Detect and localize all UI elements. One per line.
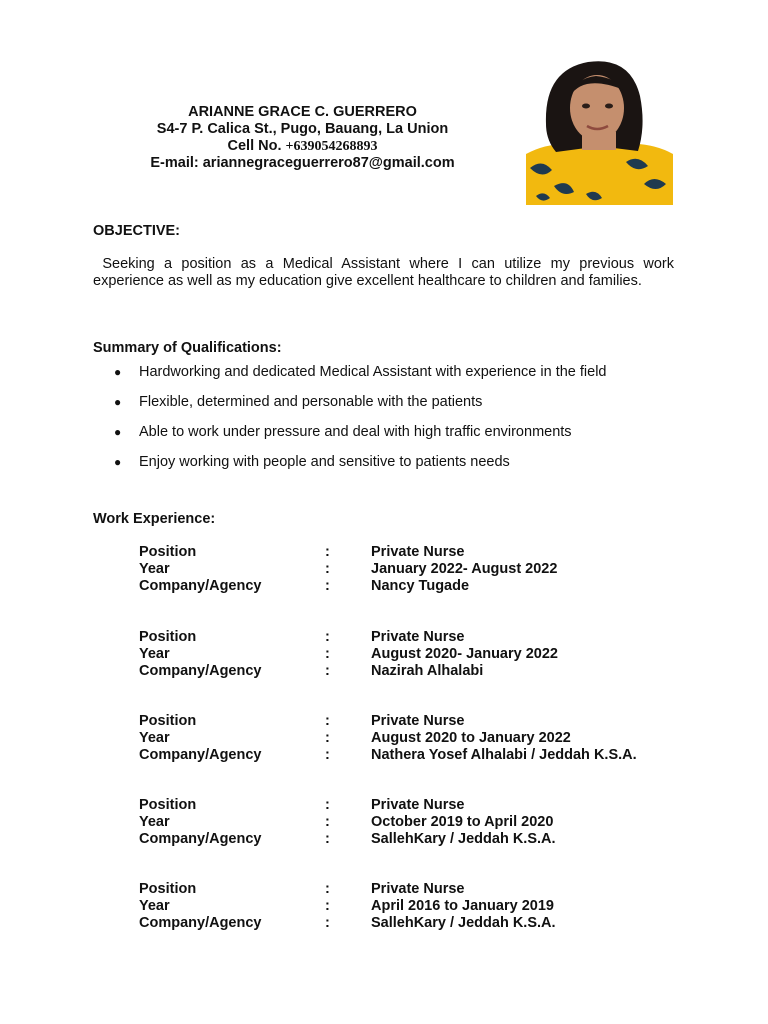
job-position-label: Position [139,881,197,897]
job-position-colon: : [325,713,330,729]
job-year-row [139,730,719,747]
job-company-row [139,747,719,764]
job-position-row [139,629,719,646]
job-company-colon: : [325,915,330,931]
job-company-label: Company/Agency [139,663,262,679]
bullet-icon: ● [114,455,122,469]
applicant-name: ARIANNE GRACE C. GUERRERO [188,104,417,120]
job-year-value: October 2019 to April 2020 [371,814,554,830]
job-year-label: Year [139,561,170,577]
job-position-label: Position [139,797,197,813]
job-position-colon: : [325,544,330,560]
job-year-row [139,814,719,831]
qualifications-list [93,364,693,484]
job-position-row [139,881,719,898]
job-entry [139,629,719,680]
job-company-row [139,578,719,595]
job-year-label: Year [139,646,170,662]
applicant-address: S4-7 P. Calica St., Pugo, Bauang, La Union [156,121,449,137]
applicant-cell [130,138,475,155]
job-year-colon: : [325,561,330,577]
job-year-colon: : [325,814,330,830]
cell-number: +639054268893 [285,139,378,154]
job-position-value: Private Nurse [371,797,465,813]
job-position-row [139,713,719,730]
job-company-label: Company/Agency [139,747,262,763]
job-company-colon: : [325,578,330,594]
job-year-value: April 2016 to January 2019 [371,898,554,914]
job-year-colon: : [325,898,330,914]
job-position-value: Private Nurse [371,713,465,729]
bullet-icon: ● [114,425,122,439]
job-position-colon: : [325,881,330,897]
job-company-row [139,915,719,932]
job-position-colon: : [325,797,330,813]
job-position-value: Private Nurse [371,544,465,560]
job-year-label: Year [139,814,170,830]
job-position-row [139,544,719,561]
job-position-value: Private Nurse [371,629,465,645]
qualification-item [93,424,693,454]
applicant-email: E-mail: ariannegraceguerrero87@gmail.com [150,155,455,171]
cell-label: Cell No. [227,138,282,154]
job-company-label: Company/Agency [139,578,262,594]
job-position-label: Position [139,544,197,560]
job-company-value: Nathera Yosef Alhalabi / Jeddah K.S.A. [371,747,637,763]
job-company-value: SallehKary / Jeddah K.S.A. [371,831,556,847]
job-company-colon: : [325,747,330,763]
applicant-photo-graphic [526,56,673,205]
job-year-value: August 2020- January 2022 [371,646,558,662]
job-entry [139,881,719,932]
qualification-text: Able to work under pressure and deal with high traffic environments [139,424,572,440]
job-entry [139,713,719,764]
job-position-label: Position [139,713,197,729]
job-company-row [139,663,719,680]
job-year-row [139,898,719,915]
job-position-row [139,797,719,814]
qualification-item [93,394,693,424]
job-company-colon: : [325,663,330,679]
qualification-text: Enjoy working with people and sensitive to patients needs [139,454,510,470]
objective-title: OBJECTIVE: [93,223,181,239]
job-year-value: January 2022- August 2022 [371,561,558,577]
objective-text [93,256,674,290]
job-company-label: Company/Agency [139,831,262,847]
bullet-icon: ● [114,395,122,409]
qualification-item [93,364,693,394]
work-experience-title: Work Experience: [93,511,216,527]
job-year-label: Year [139,730,170,746]
qualification-text: Hardworking and dedicated Medical Assistant with experience in the field [139,364,607,380]
job-company-label: Company/Agency [139,915,262,931]
qualification-text: Flexible, determined and personable with the patients [139,394,483,410]
job-company-value: Nancy Tugade [371,578,470,594]
job-year-value: August 2020 to January 2022 [371,730,571,746]
job-year-row [139,561,719,578]
photo-eye-left [582,104,590,109]
job-company-row [139,831,719,848]
objective-text-content: Seeking a position as a Medical Assistant where I can utilize my previous work experience as well as my education give excellent healthcare to children and families. [93,256,675,289]
summary-title: Summary of Qualifications: [93,340,282,356]
job-company-value: Nazirah Alhalabi [371,663,484,679]
job-entry [139,544,719,595]
bullet-icon: ● [114,365,122,379]
job-entry [139,797,719,848]
job-position-colon: : [325,629,330,645]
photo-eye-right [605,104,613,109]
job-year-colon: : [325,730,330,746]
job-position-value: Private Nurse [371,881,465,897]
job-position-label: Position [139,629,197,645]
applicant-photo [526,56,673,205]
job-company-value: SallehKary / Jeddah K.S.A. [371,915,556,931]
job-year-row [139,646,719,663]
job-company-colon: : [325,831,330,847]
resume-header [130,104,475,172]
job-year-label: Year [139,898,170,914]
qualification-item [93,454,693,484]
job-year-colon: : [325,646,330,662]
